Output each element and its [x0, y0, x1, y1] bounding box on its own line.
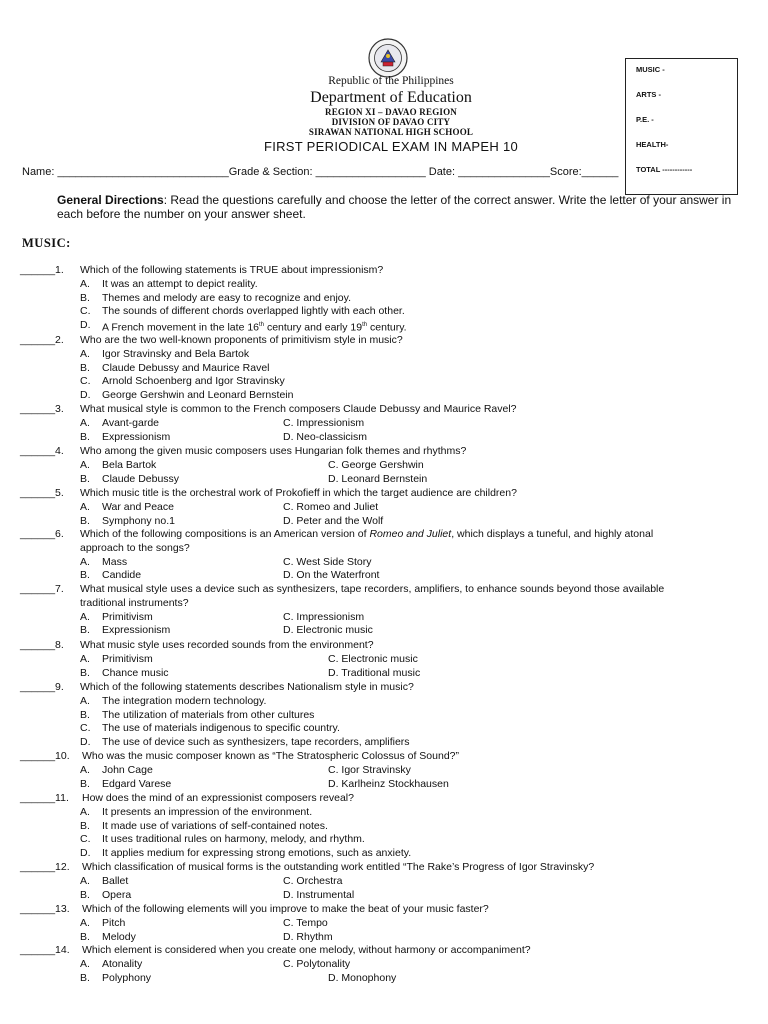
- option-text: The sounds of different chords overlapped lightly with each other.: [102, 305, 405, 318]
- option-text-part: century.: [367, 321, 407, 334]
- question-number: ______4.: [20, 445, 64, 457]
- question-number: ______7.: [20, 583, 64, 595]
- option-letter: A.: [80, 694, 90, 707]
- option-text: C. Polytonality: [283, 957, 351, 970]
- option-text: C. George Gershwin: [328, 458, 424, 471]
- option-letter: B.: [80, 666, 90, 679]
- score-box: [625, 58, 738, 195]
- option-text: D. Peter and the Wolf: [283, 514, 384, 527]
- option-text: D. Electronic music: [283, 624, 373, 637]
- department-title: Department of Education: [310, 89, 472, 106]
- option-letter: B.: [80, 472, 90, 485]
- question-text: [80, 681, 414, 694]
- option-text: George Gershwin and Leonard Bernstein: [102, 389, 294, 402]
- ordinal-suffix: th: [259, 322, 265, 329]
- question-text-line2: traditional instruments?: [80, 596, 189, 609]
- option-text: D. Instrumental: [283, 888, 355, 901]
- option-text: The use of materials indigenous to specific country.: [102, 722, 340, 735]
- option-text: D. Karlheinz Stockhausen: [328, 777, 449, 790]
- option-text: D. Monophony: [328, 971, 397, 984]
- score-pe: P.E. -: [636, 115, 654, 124]
- score-total: TOTAL ------------: [636, 165, 693, 174]
- option-text: Claude Debussy and Maurice Ravel: [102, 361, 270, 374]
- option-letter: C.: [80, 833, 91, 846]
- question-text: [80, 487, 517, 500]
- option-text: Avant-garde: [102, 416, 160, 429]
- option-text: It uses traditional rules on harmony, melody, and rhythm.: [102, 833, 365, 846]
- option-text: War and Peace: [102, 500, 174, 513]
- option-text: D. Neo-classicism: [283, 430, 368, 443]
- question-text: [82, 903, 489, 916]
- directions-text: : Read the questions carefully and choose the letter of the correct answer. Write the letter of your answer in each before the number on your answer sheet.: [57, 193, 732, 221]
- option-text: Symphony no.1: [102, 514, 175, 527]
- question-text-main: Which element is considered when you create one melody, without harmony or accompaniment?: [82, 944, 531, 956]
- option-letter: A.: [80, 555, 90, 568]
- option-letter: A.: [80, 874, 90, 887]
- question-text: [80, 583, 664, 596]
- question-text: [80, 639, 374, 652]
- question-number: ______5.: [20, 487, 64, 499]
- option-letter: A.: [80, 652, 90, 665]
- option-text: C. Igor Stravinsky: [328, 763, 411, 776]
- question-text: [82, 792, 354, 805]
- option-letter: B.: [80, 777, 90, 790]
- question-number: ______11.: [20, 792, 69, 804]
- question-number: ______6.: [20, 528, 64, 540]
- question-number: ______12.: [20, 861, 70, 873]
- option-letter: B.: [80, 971, 90, 984]
- option-text: Expressionism: [102, 624, 171, 637]
- division-line: DIVISION OF DAVAO CITY: [331, 117, 451, 127]
- option-text: Igor Stravinsky and Bela Bartok: [102, 347, 250, 360]
- option-text: C. West Side Story: [283, 555, 372, 568]
- option-text: C. Tempo: [283, 916, 328, 929]
- school-line: SIRAWAN NATIONAL HIGH SCHOOL: [308, 127, 474, 137]
- option-text: D. On the Waterfront: [283, 569, 380, 582]
- option-letter: B.: [80, 930, 90, 943]
- score-health: HEALTH-: [636, 140, 669, 149]
- option-text: Claude Debussy: [102, 472, 180, 485]
- option-text: Arnold Schoenberg and Igor Stravinsky: [102, 375, 285, 388]
- question-text: [80, 528, 653, 541]
- option-letter: A.: [80, 916, 90, 929]
- option-letter: B.: [80, 708, 90, 721]
- option-text: C. Impressionism: [283, 416, 365, 429]
- question-text-italic: Romeo and Juliet: [369, 528, 452, 540]
- option-text: Expressionism: [102, 430, 171, 443]
- question-text-tail: , which displays a tuneful, and highly atonal: [451, 528, 654, 540]
- option-text: Themes and melody are easy to recognize and enjoy.: [102, 291, 352, 304]
- option-letter: D.: [80, 389, 91, 402]
- ordinal-suffix: th: [362, 322, 368, 329]
- question-text: [80, 334, 403, 347]
- option-letter: D.: [80, 319, 91, 332]
- option-text-part: century and early 19: [264, 321, 363, 334]
- option-text: Opera: [102, 888, 132, 901]
- option-letter: D.: [80, 736, 91, 749]
- option-text: C. Impressionism: [283, 610, 365, 623]
- option-letter: C.: [80, 375, 91, 388]
- question-text-line2: approach to the songs?: [80, 541, 190, 554]
- option-text: Polyphony: [102, 971, 152, 984]
- option-text: D. Leonard Bernstein: [328, 472, 428, 485]
- option-letter: C.: [80, 722, 91, 735]
- option-text: It made use of variations of self-contained notes.: [102, 819, 328, 832]
- question-text-main: Which of the following statements describes Nationalism style in music?: [80, 681, 414, 693]
- option-text: Pitch: [102, 916, 126, 929]
- option-text: C. Romeo and Juliet: [283, 500, 379, 513]
- question-number: ______1.: [20, 264, 64, 276]
- score-music: MUSIC -: [636, 65, 665, 74]
- option-letter: D.: [80, 847, 91, 860]
- option-letter: B.: [80, 430, 90, 443]
- option-text: Atonality: [102, 957, 143, 970]
- question-text: [80, 264, 383, 277]
- option-text: It was an attempt to depict reality.: [102, 277, 258, 290]
- option-text: It presents an impression of the environment.: [102, 805, 313, 818]
- option-text: C. Orchestra: [283, 874, 343, 887]
- option-text: It applies medium for expressing strong emotions, such as anxiety.: [102, 847, 412, 860]
- option-text: Bela Bartok: [102, 458, 157, 471]
- question-text: [82, 944, 531, 957]
- option-letter: B.: [80, 361, 90, 374]
- option-text: Chance music: [102, 666, 169, 679]
- option-letter: C.: [80, 305, 91, 318]
- option-text: Melody: [102, 930, 136, 943]
- option-letter: B.: [80, 291, 90, 304]
- option-letter: B.: [80, 624, 90, 637]
- deped-seal-logo: [368, 38, 408, 78]
- option-text: The utilization of materials from other cultures: [102, 708, 315, 721]
- option-text: C. Electronic music: [328, 652, 418, 665]
- exam-title: FIRST PERIODICAL EXAM IN MAPEH 10: [263, 139, 519, 154]
- option-letter: B.: [80, 569, 90, 582]
- option-text-part: A French movement in the late 16: [102, 321, 260, 334]
- question-text: [80, 403, 517, 416]
- option-text: Primitivism: [102, 652, 153, 665]
- option-letter: B.: [80, 514, 90, 527]
- option-letter: A.: [80, 416, 90, 429]
- option-text: D. Traditional music: [328, 666, 421, 679]
- option-letter: A.: [80, 957, 90, 970]
- option-text: John Cage: [102, 763, 153, 776]
- general-directions: [57, 193, 733, 221]
- option-letter: A.: [80, 805, 90, 818]
- question-number: ______2.: [20, 334, 64, 346]
- question-text: [82, 861, 594, 874]
- option-text: Primitivism: [102, 610, 153, 623]
- question-text-main: Which of the following compositions is an American version of: [80, 528, 370, 540]
- option-letter: A.: [80, 458, 90, 471]
- directions-label: General Directions: [57, 193, 164, 207]
- question-text: [82, 750, 459, 763]
- option-text: Mass: [102, 555, 128, 568]
- score-arts: ARTS -: [636, 90, 661, 99]
- option-letter: A.: [80, 500, 90, 513]
- option-text: [102, 319, 407, 335]
- question-text-main: What music style uses recorded sounds from the environment?: [80, 639, 374, 651]
- option-text: Ballet: [102, 874, 129, 887]
- option-text: The use of device such as synthesizers, tape recorders, amplifiers: [102, 736, 410, 749]
- option-letter: B.: [80, 888, 90, 901]
- option-letter: A.: [80, 277, 90, 290]
- question-text-main: Who was the music composer known as “The Stratospheric Colossus of Sound?”: [82, 750, 460, 762]
- question-number: ______8.: [20, 639, 64, 651]
- question-text-main: Which of the following elements will you improve to make the beat of your music faster?: [82, 903, 489, 915]
- region-line: REGION XI – DAVAO REGION: [325, 107, 457, 117]
- question-text-main: What musical style uses a device such as synthesizers, tape recorders, amplifiers, to enhance sounds beyond those available: [80, 583, 665, 595]
- republic-line: Republic of the Philippines: [328, 75, 454, 87]
- question-text-main: Who among the given music composers uses Hungarian folk themes and rhythms?: [80, 445, 467, 457]
- question-text-main: What musical style is common to the French composers Claude Debussy and Maurice Ravel?: [80, 403, 517, 415]
- option-text: The integration modern technology.: [102, 694, 267, 707]
- question-number: ______14.: [20, 944, 70, 956]
- option-letter: A.: [80, 347, 90, 360]
- question-number: ______9.: [20, 681, 64, 693]
- option-text: Edgard Varese: [102, 777, 172, 790]
- option-letter: A.: [80, 610, 90, 623]
- question-text-main: Which of the following statements is TRUE about impressionism?: [80, 264, 384, 276]
- name-line: Name: ____________________________Grade & Section: __________________ Date: _______________Score:______: [22, 166, 619, 178]
- question-text-main: How does the mind of an expressionist composers reveal?: [82, 792, 354, 804]
- question-text-main: Who are the two well-known proponents of primitivism style in music?: [80, 334, 403, 346]
- question-number: ______10.: [20, 750, 70, 762]
- option-text: Candide: [102, 569, 142, 582]
- section-heading-music: MUSIC:: [22, 236, 71, 250]
- question-number: ______13.: [20, 903, 70, 915]
- question-text: [80, 445, 466, 458]
- question-number: ______3.: [20, 403, 64, 415]
- option-letter: B.: [80, 819, 90, 832]
- question-text-main: Which classification of musical forms is the outstanding work entitled “The Rake’s Progress of Igor Stravinsky?: [82, 861, 595, 873]
- question-text-main: Which music title is the orchestral work of Prokofieff in which the target audience are children?: [80, 487, 517, 499]
- option-letter: A.: [80, 763, 90, 776]
- option-text: D. Rhythm: [283, 930, 333, 943]
